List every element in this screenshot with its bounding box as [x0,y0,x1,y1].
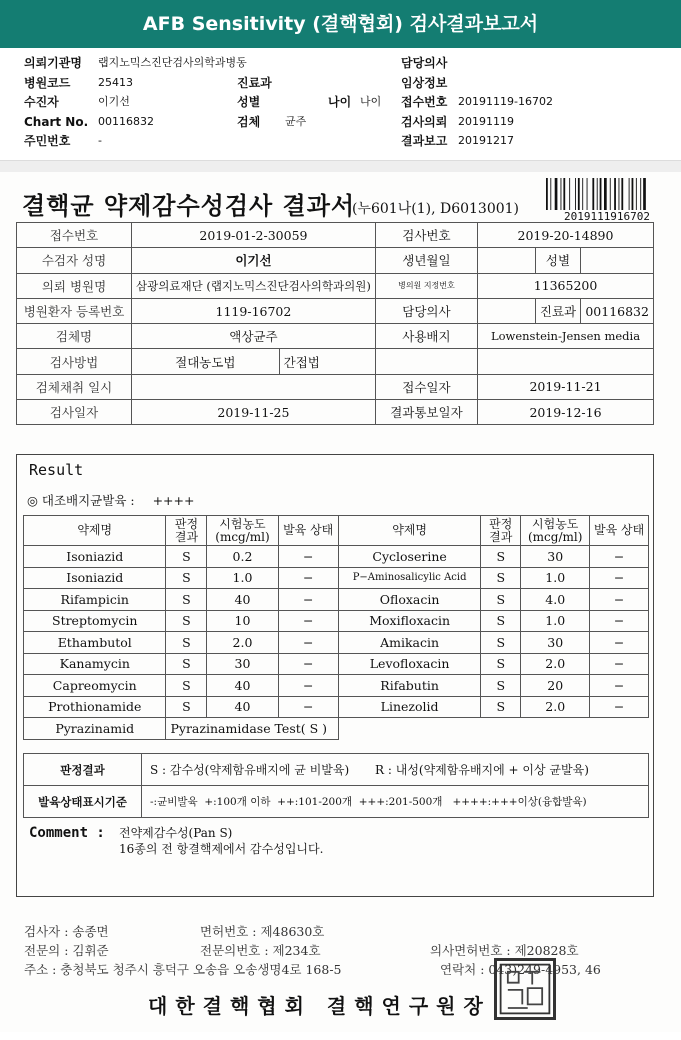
patient-label: 수진자 [24,95,59,109]
drug-drug-cell: P−Aminosalicylic Acid [338,567,480,589]
info-row [0,93,681,111]
request-value: 20191119 [458,115,514,128]
drug-growth-cell: − [278,610,338,632]
info-row [0,113,681,131]
drug-growth-cell: − [278,696,338,718]
pyrazinamidase-result: Pyrazinamidase Test( S ) [166,718,338,740]
drug-judge-cell: S [481,675,521,697]
drug-conc-cell: 2.0 [207,632,278,654]
doctor-label: 담당의사 [401,56,448,70]
comment-line: 16종의 전 항결핵제에서 감수성입니다. [119,842,324,856]
patient-value: 이기선 [98,95,130,108]
drug-judge-cell: S [481,567,521,589]
cell-label: 진료과 [535,298,581,323]
drug-judge-cell: S [481,632,521,654]
drug-judge-cell: S [481,653,521,675]
drug-drug-cell: Cycloserine [338,546,480,568]
dept-label: 진료과 [237,76,272,90]
code-value: 25413 [98,76,133,89]
info-row [0,74,681,92]
cell-label: 생년월일 [375,248,477,273]
cell-value: 00116832 [581,298,654,323]
chart-label: Chart No. [24,115,89,129]
drug-growth-cell: − [590,610,649,632]
cell-value: 2019-11-25 [132,400,376,425]
sex-label: 성별 [237,95,261,109]
chart-value: 00116832 [98,115,154,128]
cell-value: 2019-12-16 [478,400,654,425]
clinical-label: 임상정보 [401,76,448,90]
doctor-license: 의사면허번호 : 제20828호 [430,943,579,958]
official-seal [494,958,556,1020]
drug-conc-cell: 40 [207,589,278,611]
drug-drug-cell: Kanamycin [24,653,166,675]
hospital-label: 의뢰기관명 [24,56,82,70]
drug-growth-cell: − [590,653,649,675]
cell-empty [375,349,477,374]
drug-conc-cell: 40 [207,675,278,697]
cell-value: 2019-20-14890 [478,223,654,248]
table-row [17,298,654,323]
table-row [17,248,654,273]
cell-value [581,248,654,273]
col-header-judge: 판정 결과 [481,516,521,546]
cell-value: Lowenstein-Jensen media [478,324,654,349]
id-label: 주민번호 [24,134,71,148]
drug-conc-cell: 40 [207,696,278,718]
section-divider [0,160,681,172]
col-header-judge: 판정 결과 [166,516,207,546]
receipt-label: 접수번호 [401,95,448,109]
cell-value: 1119-16702 [132,298,376,323]
col-header-drug: 약제명 [338,516,480,546]
table-row [24,696,649,718]
table-row [24,786,649,818]
cell-label: 성별 [535,248,581,273]
cell-label: 의뢰 병원명 [17,273,132,298]
drug-growth-cell: − [590,567,649,589]
cell-value: 간접법 [279,349,375,374]
drug-judge-cell: S [481,589,521,611]
result-title: Result [29,461,84,479]
receipt-value: 20191119-16702 [458,95,553,108]
address: 주소 : 충청북도 청주시 흥덕구 오송읍 오송생명4로 168-5 [24,962,342,977]
tester-license: 면허번호 : 제48630호 [200,924,325,939]
drug-conc-cell: 0.2 [207,546,278,568]
report-title: AFB Sensitivity (결핵협회) 검사결과보고서 [0,0,681,48]
table-row [24,610,649,632]
table-row [24,718,649,740]
code-label: 병원코드 [24,76,71,90]
specialist-number: 전문의번호 : 제234호 [200,943,321,958]
age-value: 나이 [360,95,382,108]
specimen-value: 균주 [285,115,307,128]
cell-value [478,248,536,273]
cell-value [132,374,376,399]
table-row [24,632,649,654]
drug-drug-cell: Ofloxacin [338,589,480,611]
comment-text [119,825,323,857]
judge-r-text: R : 내성(약제함유배지에 + 이상 균발육) [375,763,589,777]
drug-conc-cell: 30 [207,653,278,675]
drug-judge-cell: S [166,696,207,718]
barcode-number: 2019111916702 [563,210,651,223]
table-row [24,567,649,589]
id-value: - [98,134,102,147]
cell-label: 사용배지 [375,324,477,349]
organization-name: 대한결핵협회 결핵연구원장 [148,994,491,1018]
table-row [17,374,654,399]
doc-form-number: (누601나(1), D6013001) [352,201,520,217]
cell-value: 2019-11-21 [478,374,654,399]
tester-name: 검사자 : 송종면 [24,924,109,939]
cell-label: 병원환자 등록번호 [17,298,132,323]
drug-drug-cell: Capreomycin [24,675,166,697]
drug-growth-cell: − [278,589,338,611]
request-label: 검사의뢰 [401,115,448,129]
report-value: 20191217 [458,134,514,147]
col-header-growth: 발육 상태 [590,516,649,546]
drug-conc-cell: 30 [521,632,590,654]
result-section [16,454,654,897]
drug-growth-cell: − [278,567,338,589]
growth-legend-label: 발육상태표시기준 [24,786,142,818]
drug-growth-cell: − [278,632,338,654]
table-row [17,324,654,349]
drug-growth-cell: − [278,546,338,568]
cell-label: 검사일자 [17,400,132,425]
cell-label: 담당의사 [375,298,477,323]
drug-judge-cell: S [166,567,207,589]
col-header-conc: 시험농도 (mcg/ml) [207,516,278,546]
table-row [17,400,654,425]
drug-conc-cell: 1.0 [521,610,590,632]
drug-conc-cell: 4.0 [521,589,590,611]
drug-judge-cell: S [481,696,521,718]
drug-growth-cell: − [278,675,338,697]
drug-growth-cell: − [590,696,649,718]
hospital-value: 랩지노믹스진단검사의학과병동 [98,56,247,69]
control-growth-value: ++++ [152,493,195,508]
cell-label: 수검자 성명 [17,248,132,273]
drug-result-table [23,515,649,740]
table-row [24,754,649,786]
cell-value: 2019-01-2-30059 [132,223,376,248]
table-row [17,273,654,298]
table-row [24,546,649,568]
judge-s-text: S : 감수성(약제함유배지에 균 비발육) [150,763,350,777]
judge-legend-label: 판정결과 [24,754,142,786]
cell-empty [478,349,654,374]
cell-label: 검체명 [17,324,132,349]
col-header-growth: 발육 상태 [278,516,338,546]
patient-info-table [16,222,654,425]
drug-conc-cell: 2.0 [521,653,590,675]
cell-value: 삼광의료재단 (랩지노믹스진단검사의학과의원) [132,273,376,298]
cell-value [478,298,536,323]
comment-label: Comment : [29,825,105,841]
drug-drug-cell: Linezolid [338,696,480,718]
cell-value: 이기선 [132,248,376,273]
contact: 연락처 : 043)249-4953, 46 [440,962,601,977]
drug-judge-cell: S [166,546,207,568]
cell-value: 절대농도법 [132,349,280,374]
drug-judge-cell: S [166,632,207,654]
drug-judge-cell: S [166,675,207,697]
table-row [24,653,649,675]
age-label: 나이 [328,95,352,109]
legend-table [23,753,649,818]
drug-drug-cell: Streptomycin [24,610,166,632]
drug-drug-cell: Ethambutol [24,632,166,654]
report-label: 결과보고 [401,134,448,148]
cell-label: 검사번호 [375,223,477,248]
drug-drug-cell: Pyrazinamid [24,718,166,740]
cell-label: 검체채취 일시 [17,374,132,399]
cell-label: 병의원 지정번호 [375,273,477,298]
barcode-image [544,178,670,210]
drug-conc-cell: 1.0 [207,567,278,589]
drug-drug-cell: Isoniazid [24,546,166,568]
growth-legend-value: -:균비발육 +:100개 이하 ++:101-200개 +++:201-500개 ++++:+++이상(융합발육) [142,786,649,818]
comment-line: 전약제감수성(Pan S) [119,826,233,840]
drug-drug-cell: Prothionamide [24,696,166,718]
cell-label: 접수번호 [17,223,132,248]
doc-title: 결핵균 약제감수성검사 결과서 [22,191,356,220]
control-growth-label: ◎ 대조배지균발육 : [27,493,135,508]
col-header-conc: 시험농도 (mcg/ml) [521,516,590,546]
drug-conc-cell: 30 [521,546,590,568]
specialist-name: 전문의 : 김휘준 [24,943,109,958]
drug-drug-cell: Amikacin [338,632,480,654]
info-row [0,54,681,72]
col-header-drug: 약제명 [24,516,166,546]
drug-judge-cell: S [481,610,521,632]
drug-judge-cell: S [166,589,207,611]
drug-conc-cell: 2.0 [521,696,590,718]
cell-label: 검사방법 [17,349,132,374]
drug-growth-cell: − [590,632,649,654]
drug-judge-cell: S [166,610,207,632]
judge-legend-value [142,754,649,786]
table-header-row [24,516,649,546]
info-panel [0,48,681,160]
specimen-label: 검체 [237,115,261,129]
info-row [0,132,681,150]
drug-drug-cell: Rifabutin [338,675,480,697]
drug-drug-cell: Moxifloxacin [338,610,480,632]
scanned-report [0,172,681,1032]
table-row [24,675,649,697]
drug-judge-cell: S [481,546,521,568]
cell-value: 11365200 [478,273,654,298]
drug-growth-cell: − [590,546,649,568]
drug-conc-cell: 10 [207,610,278,632]
drug-judge-cell: S [166,653,207,675]
table-row [17,223,654,248]
drug-conc-cell: 20 [521,675,590,697]
drug-conc-cell: 1.0 [521,567,590,589]
control-growth [27,491,194,509]
drug-growth-cell: − [590,675,649,697]
table-row [17,349,654,374]
drug-drug-cell: Isoniazid [24,567,166,589]
cell-label: 결과통보일자 [375,400,477,425]
empty-cell [338,718,648,740]
table-row [24,589,649,611]
drug-growth-cell: − [278,653,338,675]
drug-growth-cell: − [590,589,649,611]
drug-drug-cell: Levofloxacin [338,653,480,675]
cell-label: 접수일자 [375,374,477,399]
drug-drug-cell: Rifampicin [24,589,166,611]
cell-value: 액상균주 [132,324,376,349]
